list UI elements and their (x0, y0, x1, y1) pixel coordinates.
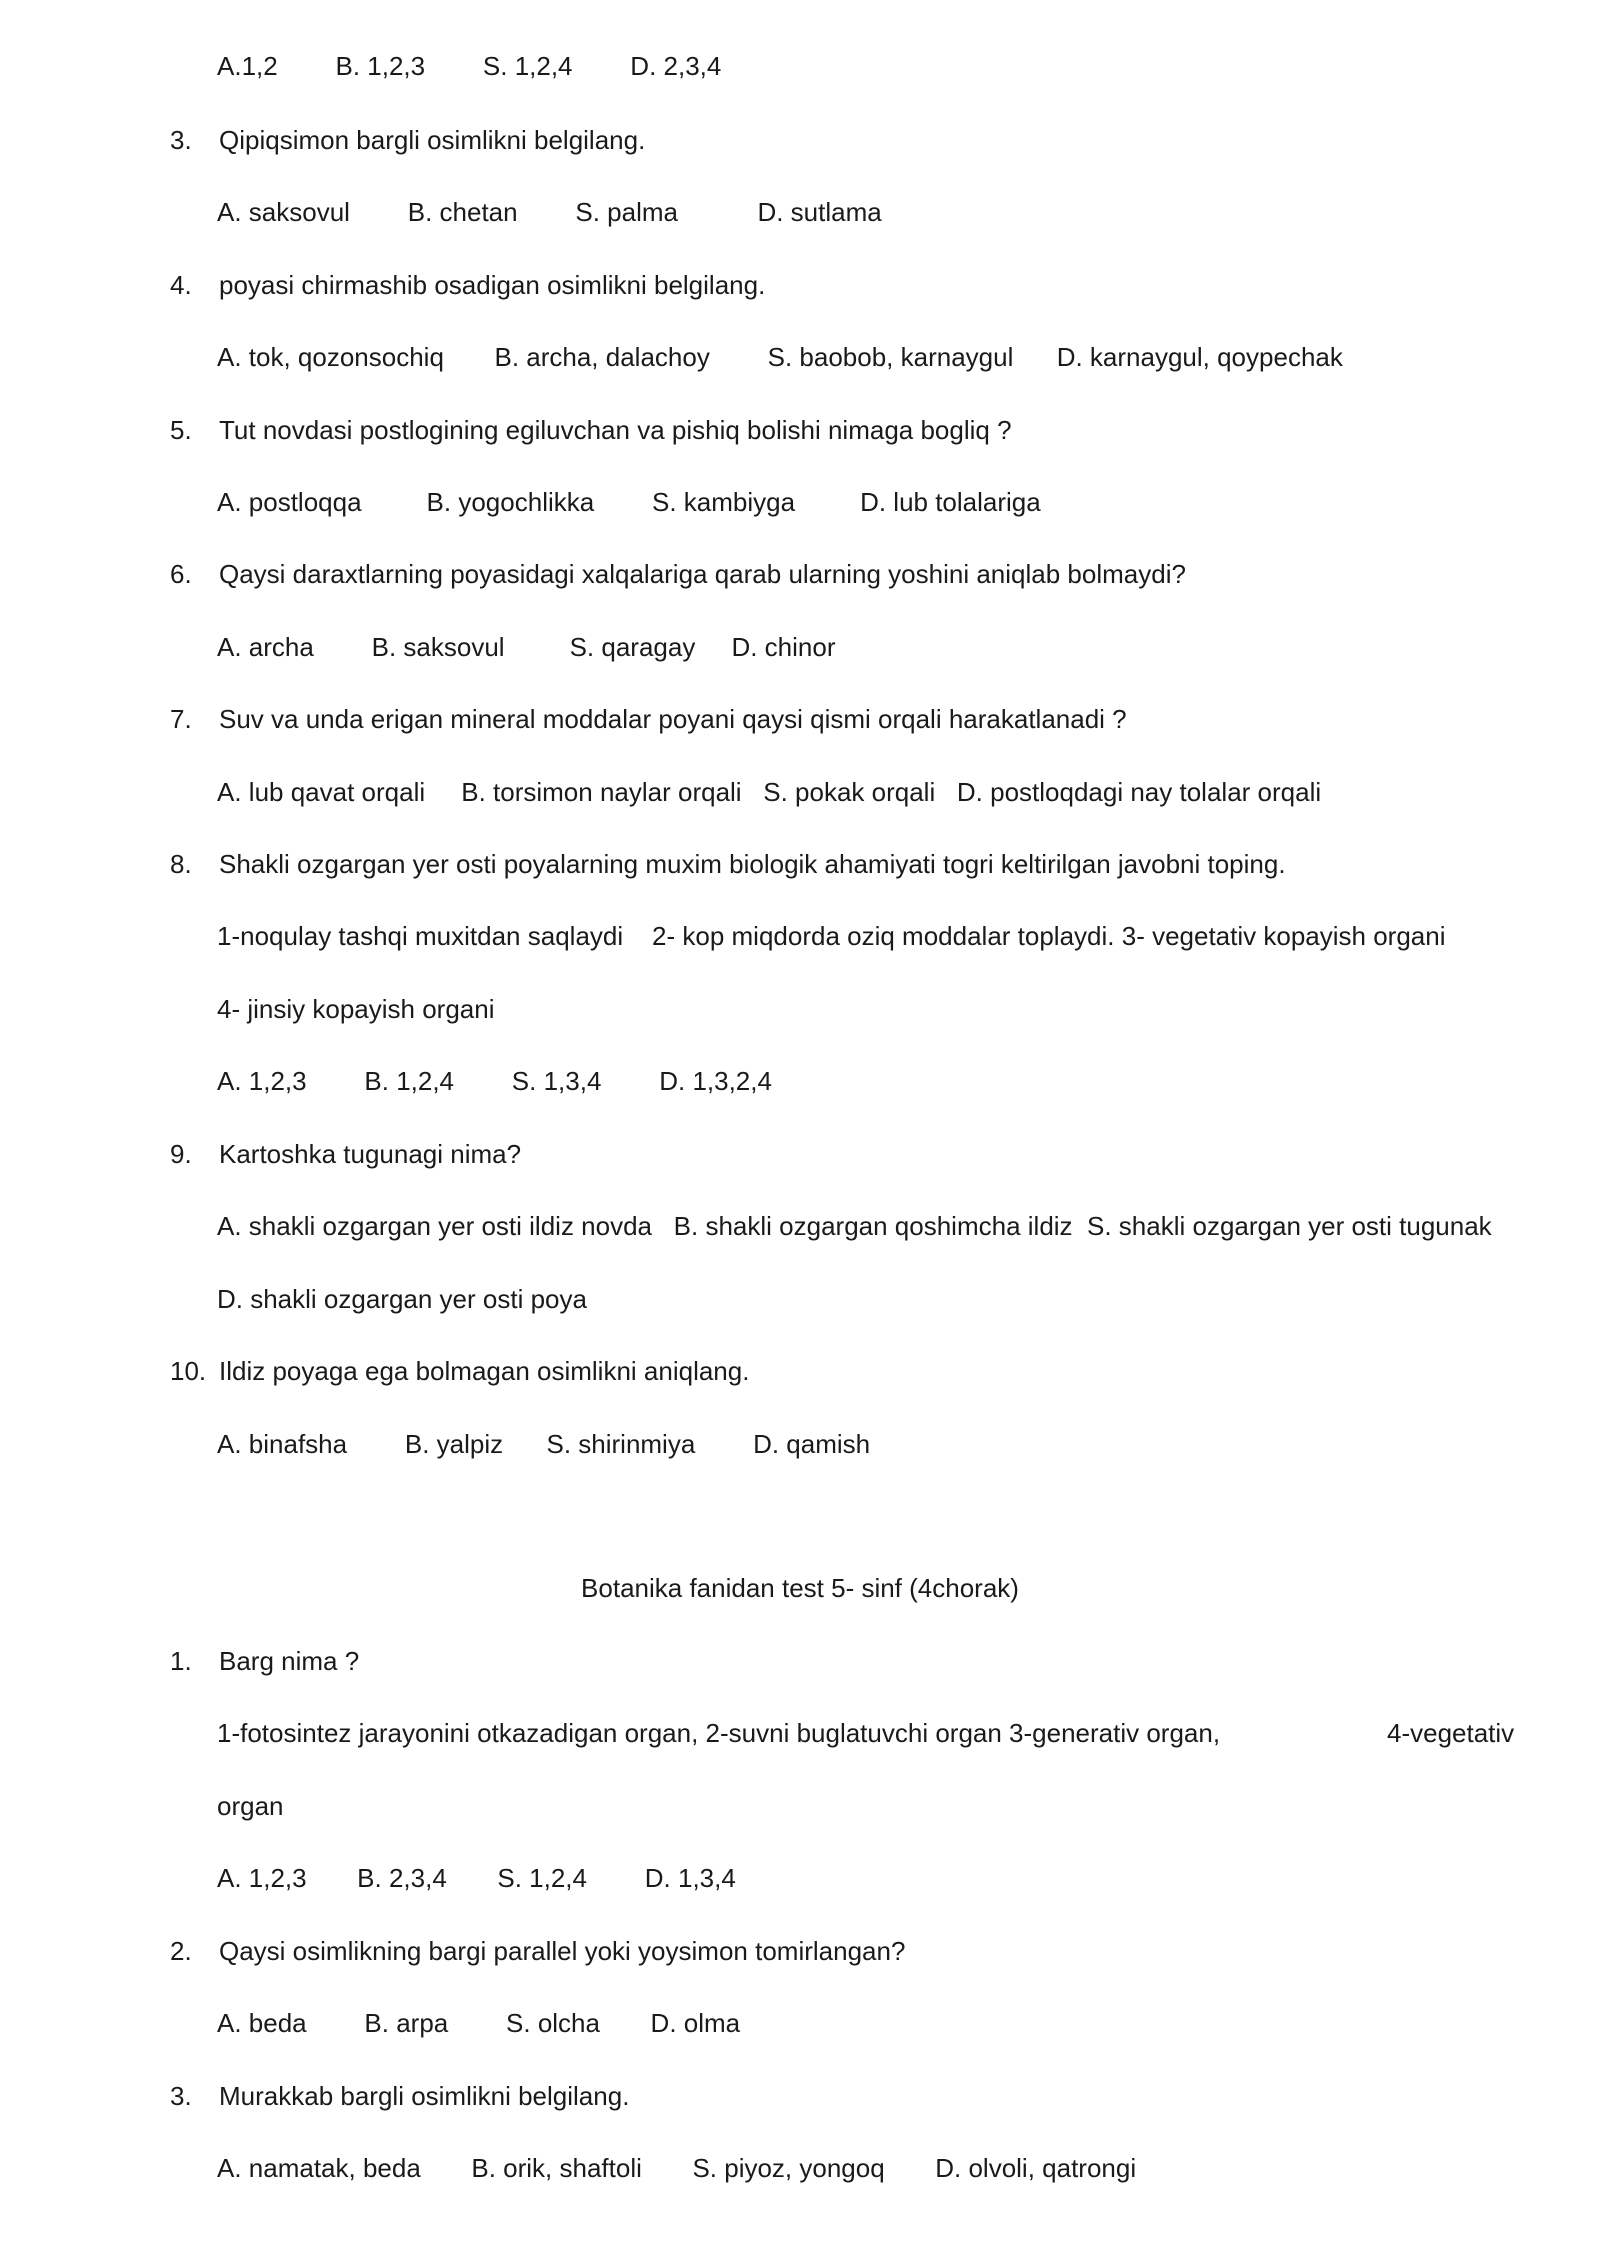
question-number: 6. (170, 559, 192, 589)
question-number: 5. (170, 415, 192, 445)
question-text: Qipiqsimon bargli osimlikni belgilang. (219, 125, 646, 155)
question-number: 3. (170, 2081, 192, 2111)
question-text: Qaysi osimlikning bargi parallel yoki yoysimon tomirlangan? (219, 1936, 906, 1966)
question-options: A. saksovul B. chetan S. palma D. sutlama (217, 197, 882, 227)
question-text: Barg nima ? (219, 1646, 360, 1676)
section-title: Botanika fanidan test 5- sinf (4chorak) (581, 1573, 1019, 1603)
question-text: Tut novdasi postlogining egiluvchan va pishiq bolishi nimaga bogliq ? (219, 415, 1012, 445)
question-text: Murakkab bargli osimlikni belgilang. (219, 2081, 630, 2111)
question-text: Qaysi daraxtlarning poyasidagi xalqalariga qarab ularning yoshini aniqlab bolmaydi? (219, 559, 1186, 589)
question-options: A. archa B. saksovul S. qaragay D. chinor (217, 632, 836, 662)
question-statements: 4- jinsiy kopayish organi (217, 994, 495, 1024)
question-options: A. postloqqa B. yogochlikka S. kambiyga D. lub tolalariga (217, 487, 1041, 517)
question-statements: 1-noqulay tashqi muxitdan saqlaydi 2- kop miqdorda oziq moddalar toplaydi. 3- vegetativ kopayish organi (217, 921, 1446, 951)
question-options: A. tok, qozonsochiq B. archa, dalachoy S. baobob, karnaygul D. karnaygul, qoypechak (217, 342, 1343, 372)
question-options: A.1,2 B. 1,2,3 S. 1,2,4 D. 2,3,4 (217, 51, 722, 81)
question-text: poyasi chirmashib osadigan osimlikni belgilang. (219, 270, 766, 300)
question-options: A. lub qavat orqali B. torsimon naylar orqali S. pokak orqali D. postloqdagi nay tolalar orqali (217, 777, 1322, 807)
question-number: 4. (170, 270, 192, 300)
question-options: A. beda B. arpa S. olcha D. olma (217, 2008, 741, 2038)
question-number: 10. (170, 1356, 207, 1386)
question-options: A. namatak, beda B. orik, shaftoli S. piyoz, yongoq D. olvoli, qatrongi (217, 2153, 1137, 2183)
question-options: A. 1,2,3 B. 1,2,4 S. 1,3,4 D. 1,3,2,4 (217, 1066, 772, 1096)
question-text: Kartoshka tugunagi nima? (219, 1139, 522, 1169)
question-number: 9. (170, 1139, 192, 1169)
question-options: D. shakli ozgargan yer osti poya (217, 1284, 587, 1314)
question-options: A. 1,2,3 B. 2,3,4 S. 1,2,4 D. 1,3,4 (217, 1863, 736, 1893)
question-number: 1. (170, 1646, 192, 1676)
question-text: Suv va unda erigan mineral moddalar poyani qaysi qismi orqali harakatlanadi ? (219, 704, 1127, 734)
question-statements: 1-fotosintez jarayonini otkazadigan organ, 2-suvni buglatuvchi organ 3-generativ organ, (217, 1718, 1221, 1748)
question-options: A. shakli ozgargan yer osti ildiz novda B. shakli ozgargan qoshimcha ildiz S. shakli ozgargan yer osti tugunak (217, 1211, 1492, 1241)
question-text: Shakli ozgargan yer osti poyalarning muxim biologik ahamiyati togri keltirilgan javobni toping. (219, 849, 1286, 879)
question-number: 8. (170, 849, 192, 879)
question-number: 7. (170, 704, 192, 734)
question-options: A. binafsha B. yalpiz S. shirinmiya D. qamish (217, 1429, 871, 1459)
question-text: Ildiz poyaga ega bolmagan osimlikni aniqlang. (219, 1356, 750, 1386)
question-number: 3. (170, 125, 192, 155)
question-statements: 4-vegetativ (1387, 1718, 1515, 1748)
question-statements: organ (217, 1791, 284, 1821)
question-number: 2. (170, 1936, 192, 1966)
